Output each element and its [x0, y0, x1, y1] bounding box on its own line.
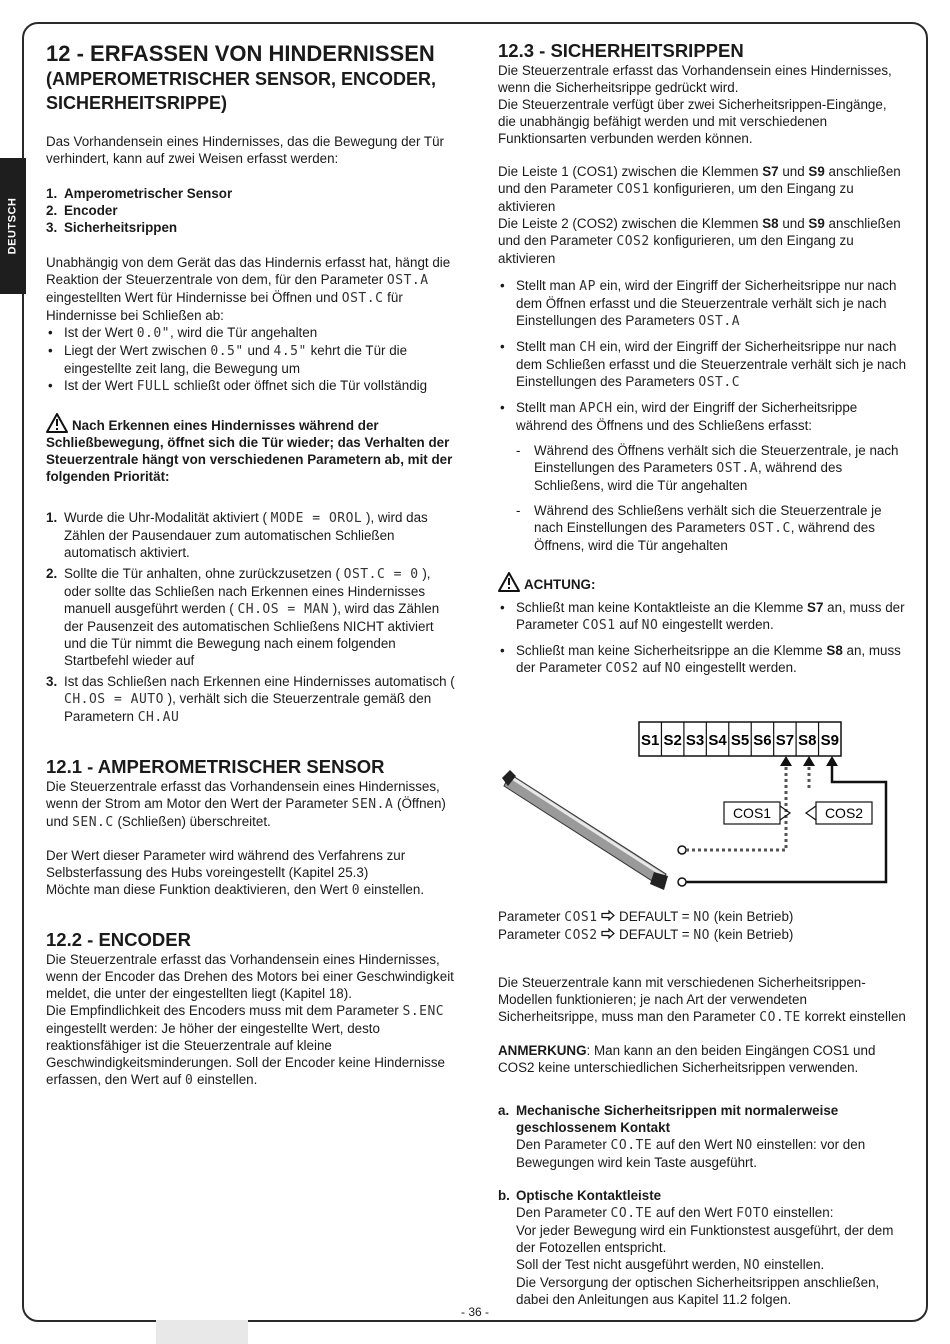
sub-list	[498, 442, 908, 554]
s121-paragraph-2: Der Wert dieser Parameter wird während des Verfahrens zur Selbsterfassung des Hubs voreingestellt (Kapitel 25.3)	[46, 848, 406, 880]
s123-intro-1: Die Steuerzentrale erfasst das Vorhandensein eines Hindernisses, wenn die Sicherheitsrippe gedrückt wird.	[498, 63, 892, 95]
title-sub-2: SICHERHEITSRIPPE)	[46, 93, 228, 113]
wiring-diagram	[498, 716, 908, 906]
detection-methods-list	[46, 185, 458, 236]
wire-cos2	[803, 756, 815, 788]
list-item: 3. Ist das Schließen nach Erkennen eine Hindernisses automatisch ( CH.OS = AUTO ), verhält sich die Steuerzentrale gemäß den Parametern CH.AU	[46, 674, 455, 725]
mode-list	[498, 277, 908, 554]
arrow-right-icon	[601, 928, 615, 939]
list-item: • Stellt man CH ein, wird der Eingriff der Sicherheitsrippe nur nach dem Schließen erfasst und die Steuerzentrale verhält sich je nach Einstellungen des Parameters OST.C	[498, 338, 908, 391]
s121-paragraph-3: Möchte man diese Funktion deaktivieren, den Wert 0 einstellen.	[46, 882, 425, 898]
list-item: • Stellt man AP ein, wird der Eingriff der Sicherheitsrippe nur nach dem Öffnen erfasst und die Steuerzentrale verhält sich je nach Einstellungen des Parameters OST.A	[498, 277, 908, 330]
s121-paragraph: Die Steuerzentrale erfasst das Vorhandensein eines Hindernisses, wenn der Strom am Motor den Wert der Parameter SEN.A (Öffnen) und SEN.C (Schließen) überschreitet.	[46, 779, 446, 830]
terminal-label: S8	[798, 732, 817, 749]
method-item: 3. Sicherheitsrippen	[46, 220, 178, 235]
reaction-paragraph: Unabhängig von dem Gerät das das Hindernis erfasst hat, hängt die Reaktion der Steuerzentrale von dem, für den Parameter OST.A eingestellten Wert für Hindernisse bei Öffnen und OST.C für Hindernisse bei Schließen ab:	[46, 255, 451, 323]
cos1-label	[724, 802, 790, 824]
terminal-label: S2	[663, 732, 682, 749]
section-title	[46, 40, 458, 115]
list-item: • Liegt der Wert zwischen 0.5" und 4.5" kehrt die Tür die eingestellte zeit lang, die Bewegung um	[46, 342, 458, 377]
list-item: - Während des Schließens verhält sich die Steuerzentrale je nach Einstellungen des Parameters OST.C, während des Öffnens, wird die Tür angehalten	[498, 502, 908, 554]
warning-triangle-icon	[46, 413, 68, 433]
language-tab	[0, 158, 26, 294]
cos2-paragraph: Die Leiste 2 (COS2) zwischen die Klemmen S8 und S9 anschließen und den Parameter COS2 konfigurieren, um den Eingang zu aktivieren	[498, 216, 901, 266]
models-paragraph: Die Steuerzentrale kann mit verschiedenen Sicherheitsrippen-Modellen funktionieren; je nach Art der verwendeten Sicherheitsrippe, muss man den Parameter CO.TE korrekt einstellen	[498, 975, 906, 1025]
language-tab-label: DEUTSCH	[6, 197, 19, 255]
list-item: 2. Sollte die Tür anhalten, ohne zurückzusetzen ( OST.C = 0 ), oder sollte das Schließen nach Erkennen eines Hindernisses manuell ausgeführt werden ( CH.OS = MAN ), wird das Zählen der Pausenzeit des automatischen Schließens NICHT aktiviert und die Tür nimmt die Bewegung nach einem folgenden Startbefehl wieder auf	[46, 566, 440, 668]
subsection-title-121: 12.1 - AMPEROMETRISCHER SENSOR	[46, 756, 385, 777]
priority-list	[46, 509, 458, 726]
s122-paragraph-2: Die Empfindlichkeit des Encoders muss mit dem Parameter S.ENC eingestellt werden: Je höher der eingestellte Wert, desto reaktionsfähiger ist die Steuerzentrale auf kleine Geschwindigkeitsminderungen. Soll der Encoder keine Hindernisse erfassen, den Wert auf 0 einstellen.	[46, 1003, 445, 1088]
page-number: - 36 -	[460, 1305, 489, 1319]
edge-types-list	[498, 1102, 908, 1308]
s123-intro-2: Die Steuerzentrale verfügt über zwei Sicherheitsrippen-Eingänge, die unabhängig befähigt werden und mit verschiedenen Funktionsarten verbunden werden können.	[498, 97, 887, 146]
right-column	[498, 40, 908, 685]
achtung-heading: ACHTUNG:	[498, 572, 908, 593]
svg-text:COS2: COS2	[824, 805, 864, 821]
method-item: 1. Amperometrischer Sensor	[46, 186, 233, 201]
list-item: b. Optische Kontaktleiste Den Parameter CO.TE auf den Wert FOTO einstellen: Vor jeder Bewegung wird ein Funktionstest ausgeführt, der dem der Fotozellen entspricht. Soll der Test nicht ausgeführt werden, NO einstellen. Die Versorgung der optischen Sicherheitsrippen anschließen, dabei den Anleitungen aus Kapitel 11.2 folgen.	[498, 1188, 894, 1307]
list-item: a. Mechanische Sicherheitsrippen mit normalerweise geschlossenem Kontakt Den Parameter CO.TE auf den Wert NO einstellen: vor den Bewegungen wird kein Taste ausgeführt.	[498, 1103, 866, 1170]
terminal-label: S3	[685, 732, 705, 749]
warning-triangle-icon	[498, 572, 520, 592]
terminal-label: S6	[753, 732, 772, 749]
arrow-right-icon	[601, 910, 615, 921]
right-column-lower	[498, 908, 908, 1308]
cos1-paragraph: Die Leiste 1 (COS1) zwischen die Klemmen S7 und S9 anschließen und den Parameter COS1 konfigurieren, um den Eingang zu aktivieren	[498, 164, 901, 214]
list-item: - Während des Öffnens verhält sich die Steuerzentrale, je nach Einstellungen des Parameters OST.A, während des Schließens, wird die Tür angehalten	[498, 442, 908, 494]
terminal-label: S9	[820, 732, 839, 749]
left-column	[46, 40, 458, 1089]
terminal-label: S4	[708, 732, 727, 749]
note-paragraph: ANMERKUNG: Man kann an den beiden Eingängen COS1 und COS2 keine unterschiedlichen Sicherheitsrippen verwenden.	[498, 1043, 876, 1075]
list-item: • Stellt man APCH ein, wird der Eingriff der Sicherheitsrippe während des Öffnens und des Schließens erfasst: - Während des Öffnens verhält sich die Steuerzentrale, je nach Einstellungen des Parameters OST.A, während des Schließens, wird die Tür angehalten - Während des Schließens verhält sich die Steuerzentrale je nach Einstellungen des Parameters OST.C, während des Öffnens, wird die Tür angehalten	[498, 399, 908, 554]
list-item: 1. Wurde die Uhr-Modalität aktiviert ( MODE = OROL ), wird das Zählen der Pausendauer zum automatischen Schließen automatisch aktiviert.	[46, 510, 428, 560]
terminal-label: S5	[730, 732, 750, 749]
intro-paragraph: Das Vorhandensein eines Hindernisses, das die Bewegung der Tür verhindert, kann auf zwei Weisen erfasst werden:	[46, 134, 444, 166]
default-cos1: Parameter COS1 DEFAULT = NO (kein Betrieb)	[498, 909, 794, 925]
svg-text:COS1: COS1	[732, 805, 772, 821]
title-sub-1: (AMPEROMETRISCHER SENSOR, ENCODER,	[46, 69, 437, 89]
reaction-list	[46, 324, 458, 395]
bottom-tab	[156, 1320, 248, 1344]
default-cos2: Parameter COS2 DEFAULT = NO (kein Betrieb)	[498, 927, 794, 943]
terminal-label: S1	[641, 732, 660, 749]
list-item: • Ist der Wert 0.0", wird die Tür angehalten	[46, 324, 458, 342]
list-item: • Schließt man keine Sicherheitsrippe an die Klemme S8 an, muss der Parameter COS2 auf NO eingestellt werden.	[498, 642, 908, 677]
safety-edge-icon	[502, 770, 668, 890]
warning-paragraph: Nach Erkennen eines Hindernisses während der Schließbewegung, öffnet sich die Tür wieder; das Verhalten der Steuerzentrale hängt von verschiedenen Parametern ab, mit der folgenden Priorität:	[46, 413, 458, 485]
list-item: • Schließt man keine Kontaktleiste an die Klemme S7 an, muss der Parameter COS1 auf NO eingestellt werden.	[498, 599, 908, 634]
method-item: 2. Encoder	[46, 203, 118, 218]
terminal-label: S7	[775, 732, 795, 749]
title-main: 12 - ERFASSEN VON HINDERNISSEN	[46, 41, 435, 66]
s122-paragraph: Die Steuerzentrale erfasst das Vorhandensein eines Hindernisses, wenn der Encoder das Drehen des Motors bei einer Geschwindigkeit meldet, die unter der eingestellten liegt (Kapitel 18).	[46, 952, 454, 1001]
cos2-label	[806, 802, 872, 824]
achtung-list	[498, 599, 908, 677]
subsection-title-122: 12.2 - ENCODER	[46, 929, 191, 950]
terminal-block	[639, 722, 841, 756]
subsection-title-123: 12.3 - SICHERHEITSRIPPEN	[498, 40, 744, 61]
list-item: • Ist der Wert FULL schließt oder öffnet sich die Tür vollständig	[46, 377, 458, 395]
